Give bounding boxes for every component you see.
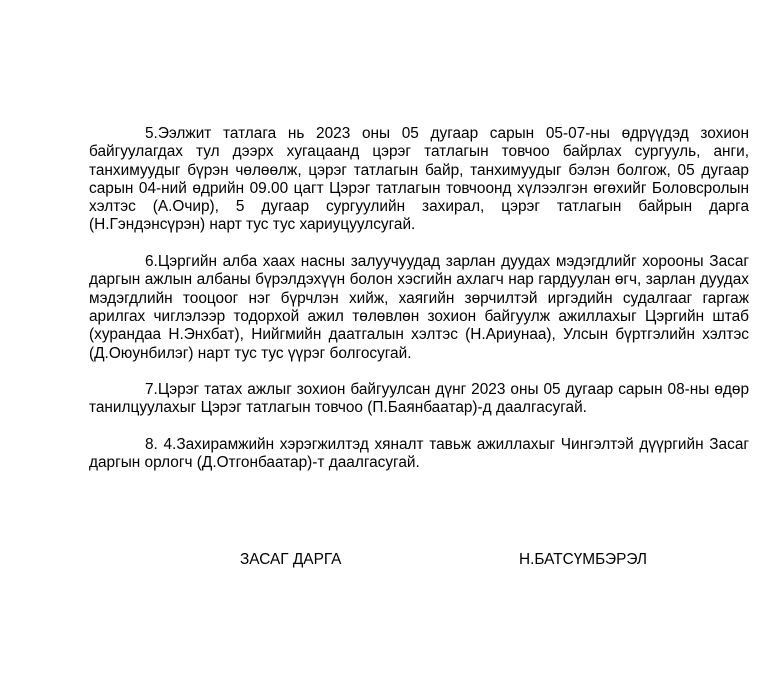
paragraph-item-5: 5.Ээлжит татлага нь 2023 оны 05 дугаар сарын 05-07-ны өдрүүдэд зохион байгуулагдах тул дээрх хугацаанд цэрэг татлагын товчоо байрлах сургууль, анги, танхимуудыг бүрэн чөлөөлж, цэрэг татлагын байр, танхимуудыг бэлэн болгож, 05 дугаар сарын 04-ний өдрийн 09.00 цагт Цэрэг татлагын товчоонд хүлээлгэн өгөхийг Боловсролын хэлтэс (А.Очир), 5 дугаар сургуулийн захирал, цэрэг татлагын байрын дарга (Н.Гэндэнсүрэн) нарт тус тус хариуцуулсугай. — [89, 125, 749, 234]
paragraph-item-7: 7.Цэрэг татах ажлыг зохион байгуулсан дүнг 2023 оны 05 дугаар сарын 08-ны өдөр танилцуулахыг Цэрэг татлагын товчоо (П.Баянбаатар)-д даалгасугай. — [89, 381, 749, 417]
document-body — [89, 125, 749, 491]
signature-title: ЗАСАГ ДАРГА — [240, 551, 342, 568]
signature-name: Н.БАТСҮМБЭРЭЛ — [519, 551, 648, 568]
paragraph-item-8: 8. 4.Захирамжийн хэрэгжилтэд хяналт тавьж ажиллахыг Чингэлтэй дүүргийн Засаг даргын орлогч (Д.Отгонбаатар)-т даалгасугай. — [89, 436, 749, 472]
paragraph-item-6: 6.Цэргийн алба хаах насны залуучуудад зарлан дуудах мэдэгдлийг хорооны Засаг даргын ажлын албаны бүрэлдэхүүн болон хэсгийн ахлагч нар гардуулан өгч, зарлан дуудах мэдэгдлийн тооцоог нэг бүрчлэн хийж, хаягийн зөрчилтэй иргэдийн судалгааг гаргаж арилгах чиглэлээр тодорхой ажил төлөвлөн зохион байгуулж ажиллахыг Цэргийн штаб (хурандаа Н.Энхбат), Нийгмийн даатгалын хэлтэс (Н.Ариунаа), Улсын бүртгэлийн хэлтэс (Д.Оюунбилэг) нарт тус тус үүрэг болгосугай. — [89, 253, 749, 362]
